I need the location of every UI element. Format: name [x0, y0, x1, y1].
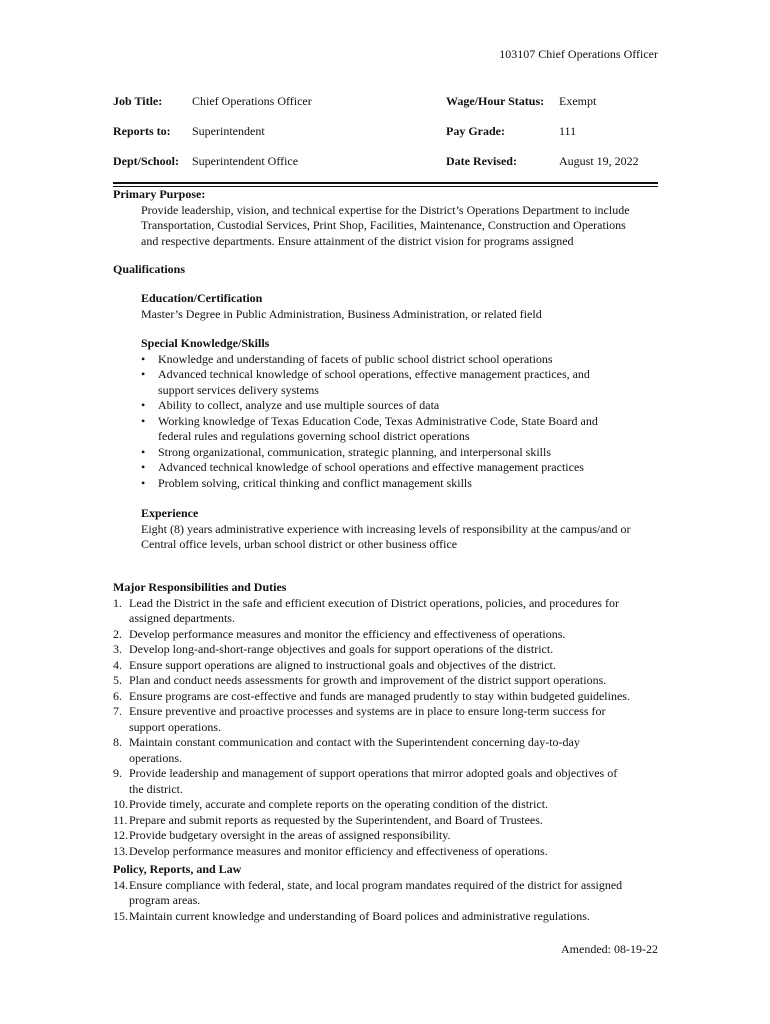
item-number: 6. — [113, 688, 122, 703]
job-title-label: Job Title: — [113, 94, 163, 108]
text-line: and respective departments. Ensure attainment of the district vision for programs assigned — [141, 233, 574, 248]
bullet-icon: • — [141, 475, 146, 490]
divider-thick — [113, 182, 658, 184]
bullet-icon: • — [141, 444, 146, 459]
skill-text: Ability to collect, analyze and use multiple sources of data — [158, 398, 440, 412]
skill-item — [141, 352, 598, 368]
numbered-item — [113, 844, 630, 860]
skill-text: Working knowledge of Texas Education Code, Texas Administrative Code, State Board and — [158, 413, 598, 428]
numbered-item — [113, 909, 622, 925]
experience-text — [141, 522, 631, 553]
item-number: 2. — [113, 626, 122, 641]
numbered-item — [113, 673, 630, 689]
numbered-item — [113, 813, 630, 829]
numbered-item — [113, 596, 630, 627]
wage-status-value: Exempt — [559, 94, 597, 108]
skill-item — [141, 414, 598, 445]
item-text: Plan and conduct needs assessments for growth and improvement of the district support operations. — [129, 673, 607, 687]
item-number: 14. — [113, 877, 128, 892]
reports-to-value: Superintendent — [192, 124, 265, 138]
item-number: 13. — [113, 843, 128, 858]
education-section — [141, 291, 542, 322]
qualifications-heading: Qualifications — [113, 262, 186, 276]
date-revised-label: Date Revised: — [446, 154, 517, 168]
skill-text: Advanced technical knowledge of school operations, effective management practices, and — [158, 367, 590, 381]
item-number: 10. — [113, 797, 128, 811]
skills-section — [141, 336, 598, 491]
skill-text: support services delivery systems — [158, 382, 319, 397]
item-number: 15. — [113, 908, 128, 923]
item-text: Ensure preventive and proactive processes and systems are in place to ensure long-term success for — [129, 704, 606, 718]
pay-grade-label: Pay Grade: — [446, 124, 505, 138]
responsibilities-list — [113, 596, 630, 860]
skill-text: Advanced technical knowledge of school operations and effective management practices — [158, 460, 584, 474]
numbered-item — [113, 766, 630, 797]
item-number: 12. — [113, 828, 128, 842]
bullet-icon: • — [141, 398, 146, 412]
skill-text: Knowledge and understanding of facets of public school district school operations — [158, 351, 553, 366]
item-text: program areas. — [129, 893, 201, 907]
item-number: 8. — [113, 735, 122, 749]
dept-label: Dept/School: — [113, 154, 179, 168]
item-text: the district. — [129, 781, 183, 796]
document-header-title: 103107 Chief Operations Officer — [499, 47, 658, 61]
education-text: Master’s Degree in Public Administration, Business Administration, or related field — [141, 306, 542, 321]
item-text: Prepare and submit reports as requested by the Superintendent, and Board of Trustees. — [129, 812, 543, 827]
numbered-item — [113, 704, 630, 735]
experience-heading: Experience — [141, 506, 199, 520]
skill-text: federal rules and regulations governing school district operations — [158, 429, 470, 443]
skill-item — [141, 398, 598, 414]
skill-item — [141, 367, 598, 398]
primary-purpose-heading: Primary Purpose: — [113, 187, 206, 201]
education-heading: Education/Certification — [141, 291, 263, 305]
item-text: Ensure support operations are aligned to instructional goals and objectives of the district. — [129, 657, 556, 672]
item-number: 11. — [113, 812, 128, 827]
numbered-item — [113, 735, 630, 766]
numbered-item — [113, 797, 630, 813]
date-revised-value: August 19, 2022 — [559, 154, 639, 168]
item-text: Provide timely, accurate and complete reports on the operating condition of the district. — [129, 797, 549, 811]
policy-heading: Policy, Reports, and Law — [113, 862, 242, 876]
responsibilities-heading: Major Responsibilities and Duties — [113, 580, 287, 594]
item-text: Ensure programs are cost-effective and funds are managed prudently to stay within budgeted guidelines. — [129, 688, 630, 703]
bullet-icon: • — [141, 460, 146, 474]
primary-purpose-section — [113, 187, 630, 249]
amended-date: Amended: 08-19-22 — [561, 942, 658, 956]
responsibilities-section — [113, 580, 630, 859]
item-number: 5. — [113, 673, 122, 687]
item-text: Develop long-and-short-range objectives and goals for support operations of the district. — [129, 642, 554, 656]
primary-purpose-text — [113, 203, 630, 250]
text-line: Central office levels, urban school district or other business office — [141, 537, 458, 551]
item-text: Provide budgetary oversight in the areas of assigned responsibility. — [129, 828, 451, 842]
item-number: 9. — [113, 766, 122, 780]
bullet-icon: • — [141, 367, 146, 381]
item-text: Lead the District in the safe and efficient execution of District operations, policies, and procedures for — [129, 595, 619, 610]
item-text: operations. — [129, 750, 182, 765]
skills-heading: Special Knowledge/Skills — [141, 336, 270, 350]
item-text: Maintain current knowledge and understanding of Board polices and administrative regulations. — [129, 908, 590, 923]
item-number: 1. — [113, 595, 122, 610]
numbered-item — [113, 689, 630, 705]
bullet-icon: • — [141, 351, 146, 366]
item-number: 3. — [113, 642, 122, 656]
numbered-item — [113, 642, 630, 658]
reports-to-label: Reports to: — [113, 124, 171, 138]
wage-status-label: Wage/Hour Status: — [446, 94, 545, 108]
item-text: assigned departments. — [129, 611, 235, 625]
text-line: Provide leadership, vision, and technical expertise for the District’s Operations Department to include — [141, 202, 630, 217]
item-text: Maintain constant communication and contact with the Superintendent concerning day-to-day — [129, 735, 580, 749]
policy-list — [113, 878, 622, 925]
skill-text: Problem solving, critical thinking and conflict management skills — [158, 475, 472, 490]
numbered-item — [113, 627, 630, 643]
experience-section — [141, 506, 631, 553]
skill-item — [141, 460, 598, 476]
numbered-item — [113, 878, 622, 909]
skill-item — [141, 476, 598, 492]
item-text: Provide leadership and management of support operations that mirror adopted goals and objectives of — [129, 766, 618, 780]
skill-text: Strong organizational, communication, strategic planning, and interpersonal skills — [158, 444, 552, 459]
item-number: 4. — [113, 657, 122, 672]
skill-item — [141, 445, 598, 461]
item-text: support operations. — [129, 719, 221, 734]
item-number: 7. — [113, 704, 122, 718]
item-text: Develop performance measures and monitor efficiency and effectiveness of operations. — [129, 843, 548, 858]
numbered-item — [113, 828, 630, 844]
dept-value: Superintendent Office — [192, 154, 299, 168]
text-line: Transportation, Custodial Services, Print Shop, Facilities, Maintenance, Construction and Operations — [141, 218, 626, 232]
item-text: Develop performance measures and monitor the efficiency and effectiveness of operations. — [129, 626, 566, 641]
job-title-value: Chief Operations Officer — [192, 94, 312, 108]
policy-section — [113, 862, 622, 924]
skills-list — [141, 352, 598, 492]
pay-grade-value: 111 — [559, 124, 577, 138]
numbered-item — [113, 658, 630, 674]
text-line: Eight (8) years administrative experience with increasing levels of responsibility at the campus/and or — [141, 521, 631, 536]
bullet-icon: • — [141, 413, 146, 428]
item-text: Ensure compliance with federal, state, and local program mandates required of the district for assigned — [129, 877, 623, 892]
